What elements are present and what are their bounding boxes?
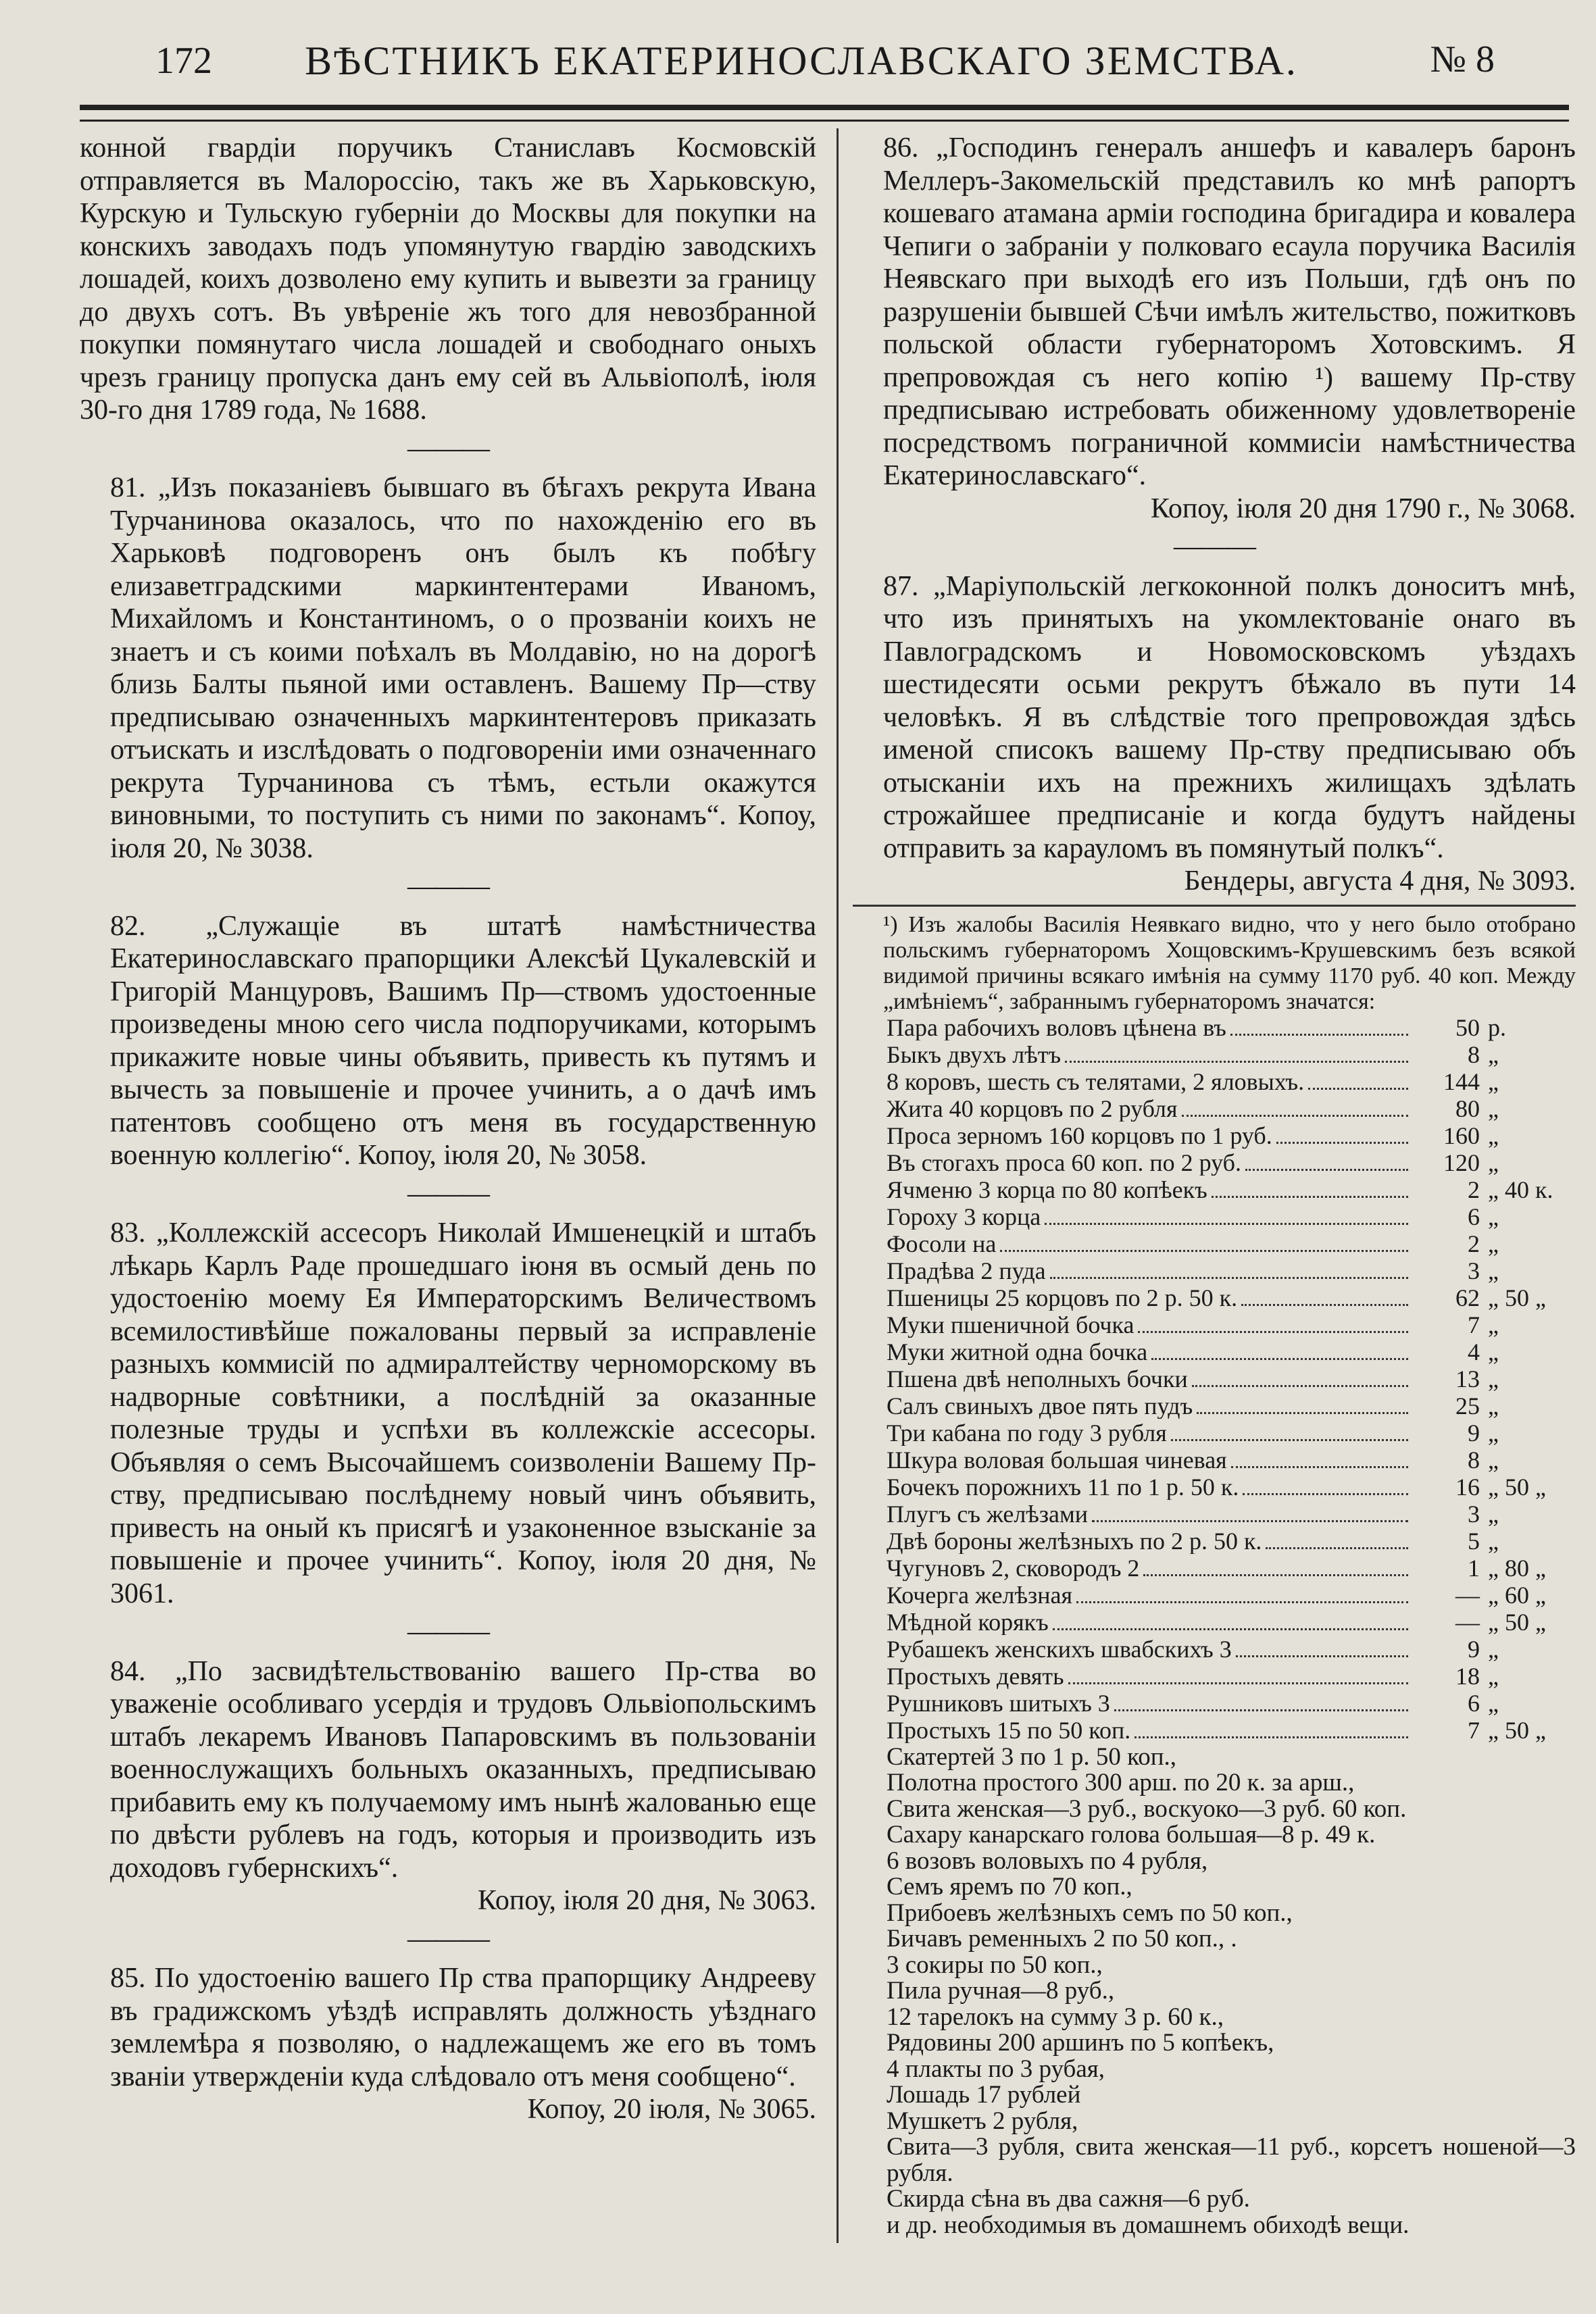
leader-dots <box>1266 1547 1408 1549</box>
item-amount: 160 <box>1443 1122 1480 1149</box>
right-column <box>853 132 1576 2238</box>
item-name: Жита 40 корцовъ по 2 рубля <box>887 1095 1178 1122</box>
property-item-line: Скатертей 3 по 1 р. 50 коп., <box>887 1742 1177 1771</box>
item-name: Быкъ двухъ лѣтъ <box>887 1041 1062 1067</box>
leader-dots <box>1241 1304 1408 1306</box>
item-amount: 8 <box>1468 1446 1480 1474</box>
item-unit: „ 80 „ <box>1488 1554 1546 1582</box>
item-amount: — <box>1455 1581 1480 1609</box>
item-amount: 16 <box>1455 1473 1480 1501</box>
property-item <box>887 1123 1576 1150</box>
property-item <box>887 1204 1576 1231</box>
item-name: Простыхъ девять <box>887 1663 1064 1689</box>
leader-dots <box>1231 1466 1408 1468</box>
item-amount: 2 <box>1468 1230 1480 1257</box>
paragraph-84: 84. „По засвидѣтельствованію вашего Пр-ства во уваженіе особливаго усердія и трудовъ Ольвіопольскимъ штабъ лекаремъ Ивановъ Папаровскимъ въ пользованіи военнослужащихъ больныхъ оказанныхъ, предписываю прибавить ему къ получаемому имъ нынѣ жалованью еще по двѣсти рублевъ на годъ, которыя и производить изъ доходовъ губернскихъ“. <box>110 1655 816 1884</box>
item-unit: „ <box>1488 1122 1499 1149</box>
property-item-line: Пила ручная—8 руб., <box>887 1977 1115 2005</box>
item-name: Шкура воловая большая чиневая <box>887 1447 1227 1473</box>
item-amount: 6 <box>1468 1689 1480 1717</box>
item-name: Пшеницы 25 корцовъ по 2 р. 50 к. <box>887 1284 1238 1311</box>
item-unit: р. <box>1488 1013 1506 1041</box>
property-item <box>887 1150 1576 1177</box>
property-list-extra <box>887 1744 1576 2239</box>
leader-dots <box>1143 1574 1408 1576</box>
leader-dots <box>1050 1277 1408 1279</box>
item-amount: 8 <box>1468 1040 1480 1068</box>
property-item-line: 3 сокиры по 50 коп., <box>887 1951 1103 1979</box>
item-amount: 9 <box>1468 1635 1480 1663</box>
item-unit: „ <box>1488 1392 1499 1419</box>
item-amount: 13 <box>1455 1365 1480 1392</box>
paragraph-86: 86. „Господинъ генералъ аншефъ и кавалеръ баронъ Меллеръ-Закомельскій представилъ ко мнѣ рапортъ кошеваго атамана арміи господина бригадира и ковалера Чепиги о забраніи у полковаго есаула поручика Василія Неявскаго при выходѣ его изъ Польши, гдѣ онъ по разрушеніи бывшей Сѣчи имѣлъ жительство, пожитковъ польской области губернаторомъ Хотовскимъ. Я препровождая съ него копію ¹) вашему Пр-ству предписываю истребовать обиженному удовлетвореніе посредствомъ пограничной коммисіи намѣстничества Екатеринославскаго“. <box>883 132 1576 491</box>
leader-dots <box>1230 1034 1408 1036</box>
item-unit: „ <box>1488 1203 1499 1230</box>
item-name: Прадѣва 2 пуда <box>887 1257 1046 1284</box>
property-item-line: Сахару канарскаго голова большая—8 р. 49 к. <box>887 1821 1376 1848</box>
leader-dots <box>1245 1169 1408 1171</box>
item-unit: „ <box>1488 1067 1499 1095</box>
property-item <box>887 1447 1576 1474</box>
item-name: Ячменю 3 корца по 80 копѣекъ <box>887 1176 1207 1203</box>
leader-dots <box>1236 1655 1408 1657</box>
leader-dots <box>1171 1439 1408 1441</box>
item-amount: 80 <box>1455 1095 1480 1122</box>
item-amount: — <box>1455 1608 1480 1636</box>
leader-dots <box>1243 1493 1408 1495</box>
property-item <box>887 1366 1576 1393</box>
signature-87: Бендеры, августа 4 дня, № 3093. <box>1184 865 1576 897</box>
property-item <box>887 1474 1576 1501</box>
property-item-line: Полотна простого 300 арш. по 20 к. за арш., <box>887 1769 1355 1796</box>
item-amount: 3 <box>1468 1257 1480 1284</box>
item-amount: 1 <box>1468 1554 1480 1582</box>
property-item <box>887 1717 1576 1744</box>
signature-86: Копоу, іюля 20 дня 1790 г., № 3068. <box>1150 493 1576 524</box>
item-unit: „ <box>1488 1338 1499 1365</box>
item-name: Рубашекъ женскихъ швабскихъ 3 <box>887 1636 1232 1662</box>
property-item <box>887 1015 1576 1042</box>
item-unit: „ <box>1488 1095 1499 1122</box>
page-number: 172 <box>155 40 212 82</box>
intro-paragraph: конной гвардіи поручикъ Станиславъ Космовскій отправляется въ Малороссію, такъ же въ Харьковскую, Курскую и Тульскую губерніи до Москвы для покупки на конскихъ заводахъ подъ упомянутую гвардію заводскихъ лошадей, коихъ дозволено ему купить и вывезти за границу до двухъ сотъ. Въ увѣреніе жъ того для невозбранной покупки помянутаго числа лошадей и свободнаго оныхъ чрезъ границу пропуска данъ ему сей въ Альвіополѣ, іюля 30-го дня 1789 года, № 1688. <box>80 132 816 426</box>
leader-dots <box>1197 1412 1408 1414</box>
property-item-line: и др. необходимыя въ домашнемъ обиходѣ вещи. <box>887 2211 1410 2239</box>
item-unit: „ <box>1488 1365 1499 1392</box>
property-item <box>887 1258 1576 1285</box>
item-amount: 144 <box>1443 1067 1480 1095</box>
item-name: Рушниковъ шитыхъ 3 <box>887 1690 1110 1716</box>
property-item-line: 12 тарелокъ на сумму 3 р. 60 к., <box>887 2003 1224 2031</box>
item-amount: 5 <box>1468 1527 1480 1555</box>
property-item-line: Бичавъ ременныхъ 2 по 50 коп., . <box>887 1925 1237 1953</box>
property-item-line: Свита женская—3 руб., воскуоко—3 руб. 60 коп. <box>887 1794 1407 1823</box>
paragraph-87: 87. „Маріупольскій легкоконной полкъ доноситъ мнѣ, что изъ принятыхъ на укомлектованіе онаго въ Павлоградскомъ и Новомосковскомъ уѣздахъ шестидесяти осьми рекрутъ бѣжало въ пути 14 человѣкъ. Я въ слѣдствіе того препровождая здѣсь именой списокъ вашему Пр-ству предписываю объ отысканіи ихъ на прежнихъ жилищахъ здѣлать строжайшее предписаніе и когда будутъ найдены отправить за карауломъ въ помянутый полкъ“. <box>883 570 1576 864</box>
property-item <box>887 1285 1576 1312</box>
item-name: Въ стогахъ проса 60 коп. по 2 руб. <box>887 1149 1241 1176</box>
leader-dots <box>1138 1331 1408 1333</box>
property-item-line: Лошадь 17 рублей <box>887 2081 1081 2109</box>
leader-dots <box>1045 1223 1408 1225</box>
item-amount: 7 <box>1468 1311 1480 1338</box>
leader-dots <box>1076 1601 1408 1603</box>
property-item <box>887 1528 1576 1555</box>
property-item-line: 4 плакты по 3 рубая, <box>887 2055 1105 2083</box>
section-dash: ——— <box>407 871 489 902</box>
leader-dots <box>1182 1115 1408 1117</box>
property-item <box>887 1096 1576 1123</box>
item-name: Муки житной одна бочка <box>887 1338 1148 1365</box>
section-dash: ——— <box>407 432 489 464</box>
leader-dots <box>1308 1088 1408 1090</box>
item-name: Три кабана по году 3 рубля <box>887 1419 1167 1446</box>
item-unit: „ 50 „ <box>1488 1608 1546 1636</box>
item-unit: „ <box>1488 1230 1499 1257</box>
item-amount: 9 <box>1468 1419 1480 1447</box>
item-amount: 18 <box>1455 1662 1480 1690</box>
item-name: Чугуновъ 2, сковородъ 2 <box>887 1555 1140 1581</box>
item-name: Плугъ съ желѣзами <box>887 1501 1089 1527</box>
item-amount: 25 <box>1455 1392 1480 1419</box>
property-item <box>887 1582 1576 1609</box>
header-rule <box>80 105 1569 122</box>
item-unit: „ 50 „ <box>1488 1473 1546 1501</box>
item-amount: 120 <box>1443 1149 1480 1176</box>
item-amount: 3 <box>1468 1500 1480 1528</box>
issue-number: № 8 <box>1430 39 1495 80</box>
column-separator <box>837 128 839 2243</box>
section-dash: ——— <box>407 1178 489 1209</box>
item-unit: „ <box>1488 1040 1499 1068</box>
item-unit: „ <box>1488 1689 1499 1717</box>
journal-title: ВѢСТНИКЪ ЕКАТЕРИНОСЛАВСКАГО ЗЕМСТВА. <box>305 39 1298 83</box>
property-item-line: Мушкетъ 2 рубля, <box>887 2107 1078 2135</box>
leader-dots <box>1068 1682 1408 1684</box>
item-amount: 50 <box>1455 1013 1480 1041</box>
property-item <box>887 1636 1576 1663</box>
leader-dots <box>1053 1628 1408 1630</box>
item-name: Бочекъ порожнихъ 11 по 1 р. 50 к. <box>887 1474 1239 1500</box>
property-item-line: Рядовины 200 аршинъ по 5 копѣекъ, <box>887 2029 1274 2057</box>
leader-dots <box>1000 1250 1408 1252</box>
property-item <box>887 1231 1576 1258</box>
leader-dots <box>1092 1520 1408 1522</box>
property-item <box>887 1393 1576 1420</box>
leader-dots <box>1114 1709 1408 1711</box>
leader-dots <box>1065 1061 1408 1063</box>
signature-84: Копоу, іюля 20 дня, № 3063. <box>477 1885 816 1916</box>
item-name: Муки пшеничной бочка <box>887 1311 1134 1338</box>
item-unit: „ 50 „ <box>1488 1716 1546 1744</box>
item-name: Мѣдной корякъ <box>887 1609 1049 1635</box>
property-item <box>887 1069 1576 1096</box>
item-name: Фосоли на <box>887 1230 997 1257</box>
signature-85: Копоу, 20 іюля, № 3065. <box>527 2094 816 2125</box>
property-item-line: Скирда сѣна въ два сажня—6 руб. <box>887 2185 1250 2213</box>
leader-dots <box>1134 1736 1408 1738</box>
property-item <box>887 1609 1576 1636</box>
item-name: Двѣ бороны желѣзныхъ по 2 р. 50 к. <box>887 1528 1262 1554</box>
property-item-line: 6 возовъ воловыхъ по 4 рубля, <box>887 1846 1208 1875</box>
item-unit: „ <box>1488 1635 1499 1663</box>
item-amount: 2 <box>1468 1176 1480 1203</box>
item-name: Кочерга желѣзная <box>887 1582 1073 1608</box>
item-amount: 6 <box>1468 1203 1480 1230</box>
item-unit: „ 60 „ <box>1488 1581 1546 1609</box>
page-header <box>81 19 1522 93</box>
item-unit: „ <box>1488 1500 1499 1528</box>
property-item <box>887 1501 1576 1528</box>
item-name: Пара рабочихъ воловъ цѣнена въ <box>887 1014 1226 1040</box>
item-name: Салъ свиныхъ двое пять пудъ <box>887 1392 1193 1419</box>
paragraph-85: 85. По удостоенію вашего Пр ства прапорщику Андрееву въ градижскомъ уѣздѣ исправлять должность уѣзднаго землемѣра я позволяю, о надлежащемъ же его въ томъ званіи утвержденіи куда слѣдовало отъ меня сообщено“. <box>110 1963 816 2092</box>
left-column <box>80 132 816 2126</box>
item-name: Простыхъ 15 по 50 коп. <box>887 1717 1131 1743</box>
property-item-line: Семъ яремъ по 70 коп., <box>887 1873 1132 1901</box>
leader-dots <box>1276 1142 1408 1144</box>
item-unit: „ <box>1488 1149 1499 1176</box>
property-item <box>887 1690 1576 1717</box>
item-name: Проса зерномъ 160 корцовъ по 1 руб. <box>887 1122 1272 1149</box>
footnote: ¹) Изъ жалобы Василія Неявкаго видно, что у него было отобрано польскимъ губернаторомъ Хощовскимъ-Крушевскимъ безъ всякой видимой причины всякаго имѣнія на сумму 1170 руб. 40 коп. Между „имѣніемъ“, забраннымъ губернаторомъ значатся: <box>883 911 1576 1014</box>
leader-dots <box>1151 1358 1408 1360</box>
footnote-rule <box>853 905 1576 907</box>
paragraph-83: 83. „Коллежскій ассесоръ Николай Имшенецкій и штабъ лѣкарь Карлъ Раде прошедшаго іюня въ осмый день по удостоенію моему Ея Императорскимъ Величествомъ всемилостивѣйше пожалованы первый за исправленіе разныхъ коммисій по адмиралтейству черноморскому въ надворные совѣтники, а послѣдній за оказанные полезные труды и успѣхи въ коллежскіе ассесоры. Объявляя о семъ Высочайшемъ соизволеніи Вашему Пр-ству, предписываю послѣднему новый чинъ объявить, привесть на оный къ присягѣ и узаконенное взысканіе за повышеніе и прочее учинить“. Копоу, іюля 20 дня, № 3061. <box>110 1217 816 1609</box>
section-dash: ——— <box>407 1616 489 1647</box>
property-item-line: Прибоевъ желѣзныхъ семъ по 50 коп., <box>887 1898 1293 1927</box>
item-unit: „ <box>1488 1311 1499 1338</box>
property-item <box>887 1312 1576 1339</box>
item-unit: „ <box>1488 1662 1499 1690</box>
paragraph-81: 81. „Изъ показаніевъ бывшаго въ бѣгахъ рекрута Ивана Турчанинова оказалось, что по нахожденію его въ Харьковѣ подговоренъ онъ былъ къ побѣгу елизаветградскими маркинтентерами Иваномъ, Михайломъ и Константиномъ, о о прозваніи коихъ не знаетъ и съ коими поѣхалъ въ Молдавію, но на дорогѣ близь Балты пьяной ими оставленъ. Вашему Пр—ству предписываю означенныхъ маркинтентеровъ приказать отъискать и изслѣдовать о подговореніи ими означеннаго рекрута Турчанинова съ тѣмъ, естьли окажутся виновными, то поступить съ ними по законамъ“. Копоу, іюля 20, № 3038. <box>110 472 816 864</box>
item-unit: „ 50 „ <box>1488 1284 1546 1311</box>
item-name: Гороху 3 корца <box>887 1203 1041 1230</box>
item-amount: 4 <box>1468 1338 1480 1365</box>
property-item <box>887 1663 1576 1690</box>
property-item <box>887 1177 1576 1204</box>
property-item <box>887 1420 1576 1447</box>
item-unit: „ <box>1488 1257 1499 1284</box>
leader-dots <box>1192 1385 1408 1387</box>
section-dash: ——— <box>1174 531 1255 562</box>
property-item-line: Свита—3 рубля, свита женская—11 руб., корсетъ ношеной—3 рубля. <box>887 2133 1576 2187</box>
item-unit: „ <box>1488 1527 1499 1555</box>
property-item <box>887 1042 1576 1069</box>
item-amount: 62 <box>1455 1284 1480 1311</box>
property-item <box>887 1339 1576 1366</box>
paragraph-82: 82. „Служащіе въ штатѣ намѣстничества Екатеринославскаго прапорщики Алексѣй Цукалевскій и Григорій Манцуровъ, Вашимъ Пр—ствомъ удостоенные произведены мною сего числа подпоручиками, которымъ прикажите новые чины объявить, привесть къ путямъ и вычесть за повышеніе и прочее учинить, а о дачѣ имъ патентовъ сообщено отъ меня въ государственную военную коллегію“. Копоу, іюля 20, № 3058. <box>110 910 816 1171</box>
item-amount: 7 <box>1468 1716 1480 1744</box>
property-item <box>887 1555 1576 1582</box>
section-dash: ——— <box>407 1923 489 1955</box>
item-name: 8 коровъ, шесть съ телятами, 2 яловыхъ. <box>887 1068 1305 1095</box>
leader-dots <box>1212 1196 1408 1198</box>
item-name: Пшена двѣ неполныхъ бочки <box>887 1365 1188 1392</box>
item-unit: „ 40 к. <box>1488 1176 1553 1203</box>
property-list <box>887 1015 1576 1744</box>
item-unit: „ <box>1488 1446 1499 1474</box>
item-unit: „ <box>1488 1419 1499 1447</box>
